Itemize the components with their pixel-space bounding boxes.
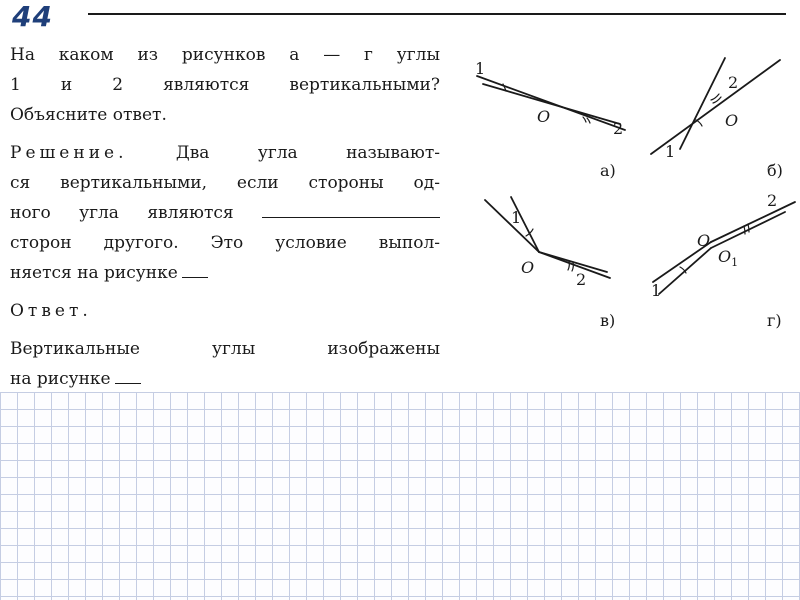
figure-g-vertex-o1-subscript: 1 <box>731 256 739 269</box>
figure-v-angle1-label: 1 <box>511 208 522 227</box>
figure-a-angle1-label: 1 <box>475 59 486 78</box>
figure-blank-1[interactable] <box>182 261 208 278</box>
figure-v-lines <box>485 197 610 278</box>
solution-line-1 <box>10 138 440 168</box>
figure-b-vertex-label: O <box>725 111 739 130</box>
grid-paper-area[interactable] <box>0 392 800 600</box>
answer-line-2 <box>10 364 440 394</box>
solution-label: Решение. <box>10 143 128 163</box>
angle-figures <box>455 40 800 340</box>
figure-b-lines <box>651 58 780 154</box>
solution-text-5: няется на рисунке <box>10 263 178 283</box>
figure-b-caption: б) <box>767 161 783 180</box>
figure-g-vertex-o1-label <box>718 247 738 269</box>
figure-blank-2[interactable] <box>115 367 141 384</box>
figure-g-vertex-o1-letter: O <box>718 247 732 266</box>
question-line-3: Объясните ответ. <box>10 105 167 125</box>
solution-line-4: сторон другого. Это условие выпол- <box>10 233 440 253</box>
answer-blank-long[interactable] <box>262 201 440 218</box>
solution-line-2: ся вертикальными, если стороны од- <box>10 173 440 193</box>
answer-label-line <box>10 296 440 326</box>
figure-a-angle2-label: 2 <box>613 119 624 138</box>
question-line-1: На каком из рисунков а — г углы <box>10 45 440 65</box>
answer-text-2: на рисунке <box>10 369 111 389</box>
figure-a-vertex-label: O <box>537 107 551 126</box>
solution-line-3 <box>10 198 440 228</box>
figure-a-caption: а) <box>600 161 616 180</box>
page-number: 44 <box>12 0 53 33</box>
question-line-2: 1 и 2 являются вертикальными? <box>10 75 440 95</box>
solution-text-1: Два угла называют- <box>175 143 440 163</box>
figure-g-angle2-label: 2 <box>767 191 778 210</box>
solution-text-3: ного угла являются <box>10 203 234 223</box>
figure-a-lines <box>477 76 625 130</box>
solution-line-5 <box>10 258 440 288</box>
figure-v-vertex-label: O <box>521 258 535 277</box>
exercise-text <box>10 40 440 394</box>
answer-line-1: Вертикальные углы изображены <box>10 339 440 359</box>
figure-g-angle1-label: 1 <box>651 281 662 300</box>
figure-v-caption: в) <box>600 311 616 330</box>
figure-b-angle1-label: 1 <box>665 142 676 161</box>
header-rule <box>88 13 786 15</box>
figure-b-angle2-label: 2 <box>728 73 739 92</box>
figure-g-caption: г) <box>767 311 782 330</box>
figure-v-angle2-label: 2 <box>576 270 587 289</box>
figure-g-vertex-o-label: O <box>697 231 711 250</box>
answer-label: Ответ. <box>10 301 92 321</box>
